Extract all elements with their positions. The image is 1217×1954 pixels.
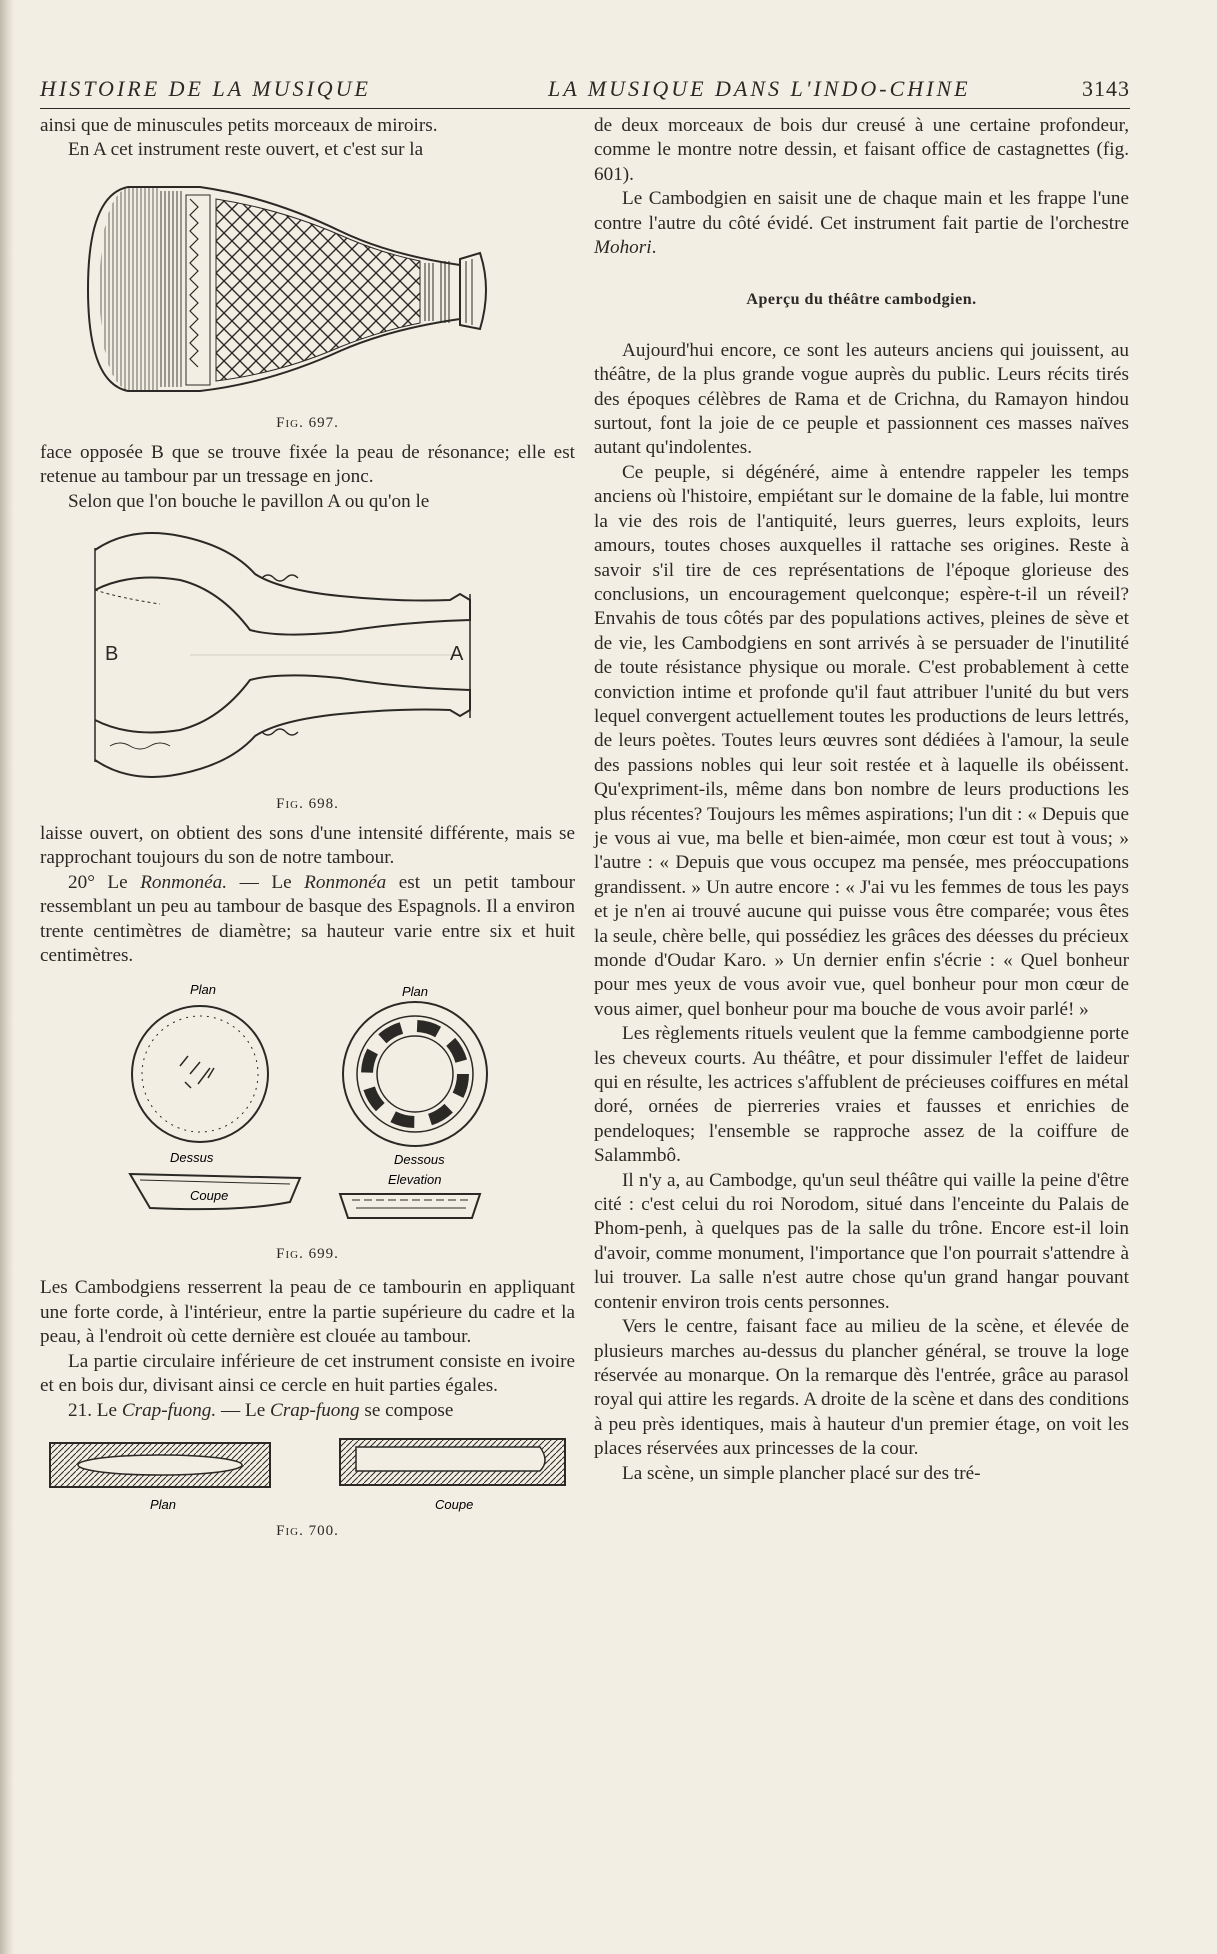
header-book-title: HISTOIRE DE LA MUSIQUE [40, 76, 371, 101]
plan-label: Plan [150, 1496, 177, 1512]
page-number: 3143 [1082, 76, 1130, 101]
paragraph [40, 1399, 575, 1423]
paragraph: La scène, un simple plancher placé sur des tré- [622, 1462, 981, 1484]
label-a: A [450, 643, 464, 666]
paragraph-text: est un petit tambour ressemblant un peu au tambour de basque des Espagnols. Il a environ trente centimètres de diamètre; sa hauteur varie entre six et huit centimètres. [40, 871, 575, 967]
paragraph [40, 871, 575, 969]
paragraph: laisse ouvert, on obtient des sons d'une intensité différente, mais se rapprochant toujours du son de notre tambour. [40, 823, 575, 869]
page-edge [0, 0, 14, 1954]
paragraph: Selon que l'on bouche le pavillon A ou qu'on le [68, 490, 430, 512]
paragraph: Les Cambodgiens resserrent la peau de ce tambourin en appliquant une forte corde, à l'intérieur, entre la partie supérieure du cadre et la peau, à l'endroit où cette dernière est clouée au tambour. [40, 1277, 575, 1348]
figure-698 [40, 520, 575, 816]
coupe-label: Coupe [435, 1496, 474, 1512]
drum-cross-section-illustration [40, 520, 575, 790]
instrument-name: Crap-fuong. [121, 1399, 217, 1421]
left-column [40, 114, 575, 1545]
drum-vase-illustration [40, 169, 575, 409]
paragraph: La partie circulaire inférieure de cet instrument consiste en ivoire et en bois dur, divisant ainsi ce cercle en huit parties égales. [40, 1350, 575, 1397]
coupe-label: Coupe [190, 1188, 229, 1204]
paragraph: En A cet instrument reste ouvert, et c'est sur la [68, 139, 424, 161]
crap-fuong-illustration [40, 1429, 575, 1517]
running-header [40, 76, 1130, 106]
paragraph: face opposée B que se trouve fixée la peau de résonance; elle est retenue au tambour par un tressage en jonc. [40, 441, 575, 488]
figure-caption: Fig. 698. [276, 796, 339, 813]
label-b: B [105, 643, 119, 666]
header-chapter-title: LA MUSIQUE DANS L'INDO-CHINE [548, 76, 971, 101]
paragraph: Aujourd'hui encore, ce sont les auteurs anciens qui jouissent, au théâtre, de la plus grande vogue auprès du public. Leurs récits tirés des époques célèbres de Rama et de Crichna, du Ramayon hindou surtout, font la joie de ce peuple et passionnent ces masses naïves autant qu'indolentes. [594, 339, 1129, 459]
instrument-name: Ronmonéa [304, 871, 387, 893]
figure-700 [40, 1429, 575, 1539]
plan-label: Plan [402, 984, 429, 1000]
paragraph: Il n'y a, au Cambodge, qu'un seul théâtre qui vaille la peine d'être cité : c'est celui du roi Norodom, situé dans l'enceinte du Palais de Phom-penh, à quelques pas de la salle du trône. Encore est-il loin d'avoir, comme monument, l'importance que l'on pourrait s'attendre à lui trouver. La salle n'est autre chose qu'un grand hangar pouvant contenir environ trois cents personnes. [594, 1169, 1129, 1313]
elevation-label: Elevation [388, 1172, 442, 1188]
paragraph: de deux morceaux de bois dur creusé à une certaine profondeur, comme le montre notre dessin, et faisant office de castagnettes (fig. 601). [594, 115, 1129, 185]
paragraph [594, 187, 1129, 260]
figure-caption: Fig. 699. [276, 1246, 339, 1263]
paragraph: Les règlements rituels veulent que la femme cambodgienne porte les cheveux courts. Au théâtre, et pour dissimuler l'effet de laideur qui en résulte, les actrices s'affublent de précieuses coiffures en métal doré, ornées de pierreries vraies et fausses et enrichies de pendeloques; l'ensemble se rapproche assez de la coiffure de Salammbô. [594, 1023, 1129, 1167]
right-column [594, 114, 1129, 1486]
dash: — Le [227, 871, 305, 893]
dessous-label: Dessous [394, 1152, 445, 1168]
figure-697 [40, 169, 575, 435]
instrument-name: Crap-fuong [270, 1399, 360, 1421]
paragraph: Vers le centre, faisant face au milieu de la scène, et élevée de plusieurs marches au-dessus du plancher général, se trouve la loge réservée au monarque. On la remarque dès l'entrée, grâce au parasol royal qui attire les regards. A droite de la scène et dans des conditions à peu près identiques, mais à hauteur d'un premier étage, on voit les places réservées aux princesses de la cour. [594, 1316, 1129, 1460]
orchestra-name: Mohori [594, 237, 652, 259]
dash: — Le [216, 1399, 271, 1421]
plan-label: Plan [190, 982, 217, 998]
paragraph-text: Le Cambodgien en saisit une de chaque main et les frappe l'une contre l'autre du côté évidé. Cet instrument fait partie de l'orchestre [594, 188, 1129, 234]
paragraph: Ce peuple, si dégénéré, aime à entendre rappeler les temps anciens où l'histoire, empiétant sur le domaine de la fable, lui montre la vie des rois de l'antiquité, leurs guerres, leurs exploits, leurs amours, toutes choses auxquelles il rattache ses origines. Reste à savoir s'il tire de ces représentations de l'époque glorieuse des conclusions, un encouragement quelconque; espère-t-il un réveil? Envahis de tous côtés par des populations actives, pleines de sève et de vie, les Cambodgiens en sont arrivés à se persuader de l'inutilité de toute résistance physique ou morale. C'est probablement à cette conviction intime et profonde qu'il faut attribuer l'unité du but vers lequel convergent actuellement toutes les productions de leurs lettrés, de leurs poètes. Toutes leurs œuvres sont dédiées à l'amour, la seule des passions nobles qui leur soit restée et à laquelle ils obéissent. Qu'expriment-ils, même dans bon nombre de leurs productions les plus récentes? Toujours les mêmes aspirations; l'un dit : « Depuis que je vous ai vue, ma belle et bien-aimée, mon cœur est tout à vous; » l'autre : « Depuis que vous occupez ma pensée, mes préoccupations grandissent. » Un autre encore : « J'ai vu les femmes de tous les pays et je n'en ai trouvé aucune qui puisse vous être comparée; vous êtes la seule, chère belle, qui possédiez les grâces des déesses du précieux monde d'Oudar Karo. » Un dernier enfin s'écrie : « Quel bonheur pour mes yeux de vous avoir vue, quel bonheur pour mon cœur de vous aimer, quel bonheur pour ma bouche de vous avoir parlé! » [594, 461, 1129, 1020]
instrument-name: Ronmonéa. [140, 871, 228, 893]
figure-699 [40, 974, 575, 1270]
ronmonea-plans-illustration [40, 974, 575, 1240]
dessus-label: Dessus [170, 1150, 214, 1166]
paragraph-text: . [651, 237, 657, 259]
item-number: 21. Le [68, 1399, 122, 1421]
section-title: Aperçu du théâtre cambodgien. [746, 291, 977, 309]
figure-caption: Fig. 700. [276, 1522, 339, 1539]
header-rule [40, 108, 1130, 109]
paragraph: ainsi que de minuscules petits morceaux de miroirs. [40, 115, 438, 136]
item-number: 20° Le [68, 871, 141, 893]
figure-caption: Fig. 697. [276, 414, 339, 431]
paragraph-text: se compose [359, 1399, 454, 1421]
